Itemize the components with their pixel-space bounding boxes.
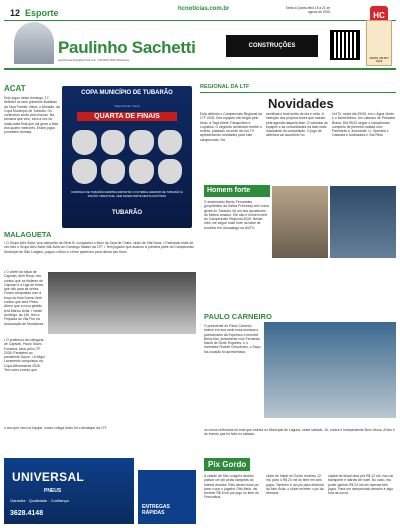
team-shield-icon [129, 159, 154, 184]
issue-date: Sexta a Quinta-feira 15 a 21 de agosto de 2025 [285, 6, 330, 14]
entregas-ad[interactable]: ENTREGAS RÁPIDAS [138, 470, 196, 524]
page-number: 12 [10, 8, 21, 18]
malagueta-title: MALAGUETA [4, 230, 52, 239]
paulo-carneiro-text: O presidente do Paulo Carneiro esteve em sua sede essa semana o patrocinador da Expresso e Imóveis Beira-Mar, juntamente com Fernando Nandi de Norte Esportes, e o investidor Ruchel Crescêncio, o Sapo. Na ocasião foi apresentado [204, 324, 262, 354]
author-contact: paulinhosachetti@hotmail.com | 48 9933-1560 WhatsApp [58, 58, 130, 62]
site-name[interactable]: hcnoticias.com.br [178, 6, 230, 12]
paulo-carneiro-photo [264, 322, 396, 418]
acat-title: ACAT [4, 84, 26, 93]
team-shield-icon [101, 130, 126, 155]
regional-title: Novidades [268, 96, 334, 111]
universal-tagline: Garantia · Qualidade · Confiança [10, 498, 69, 503]
regional-col-2: semifinal e final serão de ida e volta. A intenção dos próprios times que saíram pela agenda daquela fase. O valorizar as equipes e as comunidades na fase mais importante do competição. O jogo de abertura vai acontecer no [266, 112, 328, 138]
qr-code[interactable] [330, 30, 360, 60]
paulo-carneiro-title: PAULO CARNEIRO [204, 312, 272, 321]
team-shield-icon [158, 130, 183, 155]
regional-col-3: UniTV, sexta dia 29/08, em o Água Verde e o Barreirinhos. Um clássico de Pescaria Brava. Dia 05/10 segue o campeonato completo de primeira rodada com Palmeiras e Juventude, U. Operária x Catarata e Auxiliadora x Vila Real. [332, 112, 395, 138]
poster-footer: TUBARÃO [112, 210, 142, 216]
adopt-pet-badge[interactable]: ADOTE UM PET AQUI [366, 20, 392, 66]
poster-subtitle: Taça Farmer Vieira [114, 104, 140, 108]
team-shield-icon [72, 130, 97, 155]
universal-phone[interactable]: 3628.4148 [10, 510, 44, 517]
malagueta-photo [48, 272, 196, 334]
team-shield-icon [129, 130, 154, 155]
team-shields [72, 130, 182, 184]
pix-gordo-col-3: capital de futsal obra pra R$ 12 mil. Isso de transporte e diárias de hotel. No caso, ela poder ganhar R$ 24 mil em apenas três jogos. Para um campeonato amador é algo fora da curva. [328, 474, 394, 496]
universal-sub: PNEUS [44, 488, 62, 494]
malagueta-lead: • O Grupo Alex Ávila, vice-campeão da Série B, conquistou o título da Taça de Cristo, vindo de Vila Nova. • Passando mais de um mês o Grupo Alex Ávila Vila Ávila um Domingo Master da LTF. • Tem jogador que assinou a primeira parte do Campeonato Municipal de São Ludgero, pagou o título e o time apareceu para deixar seu título. [4, 241, 194, 254]
team-shield-icon [72, 159, 97, 184]
pix-gordo-col-1: A cidade de São Ludgero decidiu passar um pix pelas campeãs do futebol amador. Eles deram esse pix para o que o jogador Otto Meia, vai receber R$ 6 mil por jogo no time do Ferroviária. [204, 474, 259, 500]
paulo-carneiro-footer: os novos uniformes do time que estreia no Municipal de Laguna, neste sábado, 16, contra o Independente Bom Jesus. A foto é do evento que foi feito no sábado. [204, 428, 395, 437]
regional-col-1: Está definido o Campeonato Regional da LTF 2025. Dez equipes vão brigar pelo título, a Taça Arlete Transportes e Logística. O segundo semestral recebe o evento, passado na sede da Uni-TV apresentando novidades para este campeonato. Na [200, 112, 262, 142]
homem-forte-text: O empresário Ilberto Fernandes (proprietário da Saltos Princesa) vem como gente do Tubarão, foi um dos apoiadores do futebol amador. Ele não é homem forte do Campeonato Regional 2026. Nesse mês, ele segue mais forte na base de torneios em Urussanga na UniTV. [204, 200, 270, 230]
team-shield-icon [158, 159, 183, 184]
universal-pneus-ad[interactable] [4, 458, 134, 524]
section-name: Esporte [25, 8, 59, 18]
poster-phase: QUARTA DE FINAIS [77, 112, 177, 121]
homem-forte-photo [272, 186, 328, 258]
copa-poster [62, 86, 192, 228]
header-bottom-divider [4, 68, 396, 70]
universal-name: UNIVERSAL [12, 470, 85, 484]
pix-gordo-col-2: clube de futsal do Gordo recebeu 12 mil, para o R$ 24 mil do time em seis jogos. Também é um pix para diretoria do Alex Ávila, o clube receber o pix da diretoria. [266, 474, 324, 496]
regional-photo [330, 186, 396, 258]
header-divider [4, 20, 396, 21]
malagueta-col-2: • O professor da categoria de Capivari, Paulo Sauro Fonseca, lutou pelo LTF 2026. Parabéns ao presidente Sauro. • A Migui Livramento conquistou na Copa Afforamenta 2026. Tem outro evento que [4, 338, 45, 373]
regional-label: REGIONAL DA LTF [200, 84, 250, 90]
acat-text: Dois jogos neste domingo, 17, definem os dois primeiros finalistas da Taça Farmer Vieira, o Mundão, da Copa Município de Tubarão. Os confrontos serão pelo mundo. Na semana que vem, será a vez do mata-mata final que vai gerar a lista dos quatro melhores. Esses jogos prometem demais. [4, 96, 60, 135]
malagueta-col-1: • O chefe do futsal de Capivari, Ariel Rosa, nos contou que os titulares de Capivari e a Liga de times que vão para as séries. Foram conquistas com a força do time Dama. Ariel contou que será Pedro Abreu que a nova gestão terá Márcio Ávila. • Neste domingo, às 13h, tem a Feijoada do Vila Flor na Associação de Moradores. [4, 270, 45, 326]
construcoes-ad[interactable]: CONSTRUÇÕES [226, 35, 318, 57]
author-photo [14, 22, 54, 64]
author-name: Paulinho Sachetti [58, 38, 196, 57]
malagueta-footer: o ano que vem na equipe, nosso colega Kadu foi o destaque da LTF. [4, 426, 108, 430]
brand-logo: HC [370, 6, 388, 24]
regional-divider [200, 92, 396, 93]
poster-note: DOMINGO DE TUBARÃO RESPIRA ESPORTE! O FUTEBOL AMADOR DE TUBARÃO É PAIXÃO. PRESTIGIE, VEM FAZER PARTE DESTA HISTÓRIA! [71, 190, 183, 198]
homem-forte-title: Homem forte [204, 185, 270, 197]
poster-title: COPA MUNICÍPIO DE TUBARÃO [81, 90, 173, 96]
pix-gordo-title: Pix Gordo [204, 458, 250, 471]
team-shield-icon [101, 159, 126, 184]
